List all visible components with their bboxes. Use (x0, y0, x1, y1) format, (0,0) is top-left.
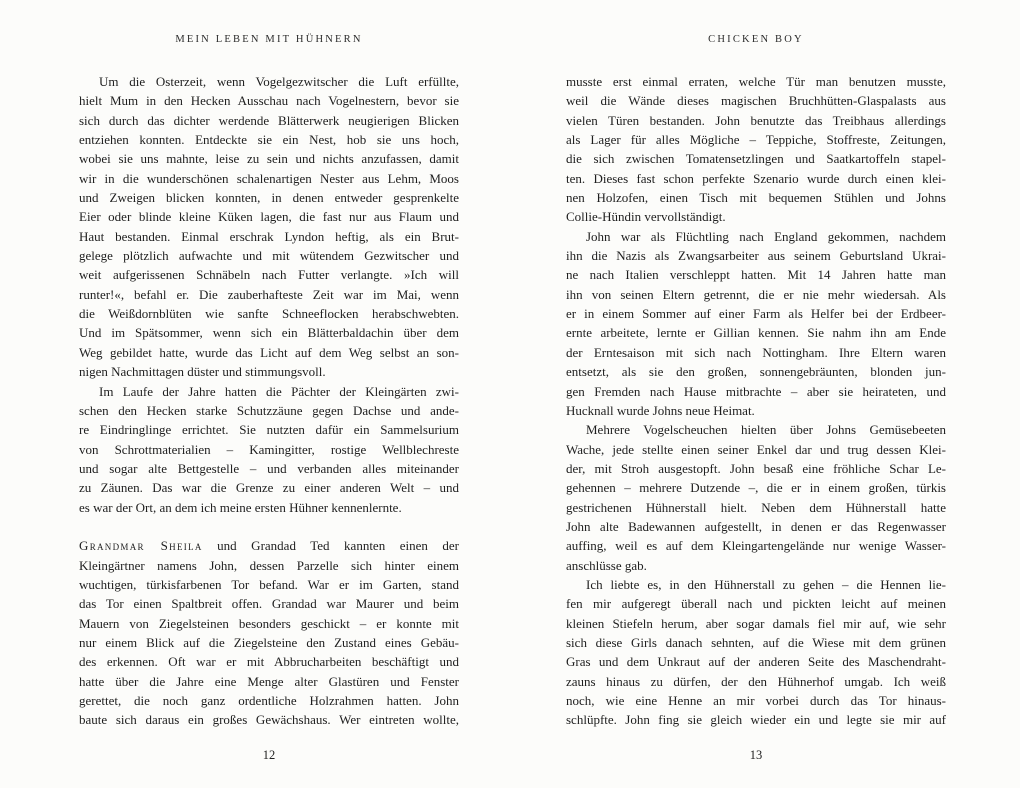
text-line: von Schrottmaterialien – Kamingitter, rostige Wellblechreste (79, 441, 459, 457)
paragraph (566, 420, 946, 575)
text-line: Kleingärtner namens John, dessen Parzelle sich hinter einem (79, 557, 459, 573)
text-line: der, mit Stroh ausgestopft. John besaß eine fröhliche Schar Le- (566, 460, 946, 476)
text-block-right (566, 72, 946, 730)
text-line: Grandmar Sheila und Grandad Ted kannten einen der (79, 538, 459, 554)
smallcaps-lead: Grandmar Sheila (79, 538, 203, 554)
text-line: Im Laufe der Jahre hatten die Pächter der Kleingärten zwi- (99, 383, 459, 399)
text-line: des erkennen. Oft war er mit Abbrucharbeiten beschäftigt und (79, 654, 459, 670)
text-line: ihn die Nazis als Zwangsarbeiter aus seinem Geburtsland Ukrai- (566, 248, 946, 264)
text-line: hatte über die Jahre eine Menge alter Glastüren und Fenster (79, 673, 459, 689)
text-line: gerettet, die noch ganz ordentliche Holzrahmen hatten. John (79, 693, 459, 708)
text-line: Mauern von Ziegelsteinen besonders geschickt – er konnte mit (79, 615, 459, 631)
paragraph (79, 536, 459, 729)
running-head-left: MEIN LEBEN MIT HÜHNERN (175, 34, 363, 45)
text-line: Haut bestanden. Einmal erschrak Lyndon heftig, als ein Brut- (79, 228, 459, 244)
text-line: ihn von seinen Eltern getrennt, die er nie mehr wiedersah. Als (566, 286, 946, 302)
text-line: nen Holzofen, einen Tisch mit bequemen Stühlen und Johns (566, 190, 946, 206)
text-line: vielen Türen bestanden. John benutzte das Treibhaus allerdings (566, 112, 946, 128)
text-line: auffing, weil es auf dem Kleingartengelände nur wenige Wasser- (566, 538, 946, 554)
text-line: wir in die wunderschönen schalenartigen Nester aus Lehm, Moos (79, 170, 459, 186)
paragraph (79, 382, 459, 517)
text-line: es war der Ort, an dem ich meine ersten Hühner kennenlernte. (79, 499, 402, 515)
text-line: das Tor einen Spaltbreit offen. Grandad war Maurer und beim (79, 596, 459, 612)
text-line: ernte arbeitete, lernte er Gillian kennen. Sie nahm ihn am Ende (566, 325, 946, 341)
text-line: entsetzt, als sie den großen, sonnengebräunten, blonden jun- (566, 364, 946, 380)
text-line: wuchtigen, türkisfarbenen Tor befand. War er im Garten, stand (79, 576, 459, 592)
text-line: gestrichenen Hühnerstall hielt. Neben dem Hühnerstall hatte (566, 499, 946, 515)
text-line: Weg gebildet hatte, wurde das Licht auf dem Weg selbst an son- (79, 344, 459, 360)
text-line: kleinen Stiefeln herum, aber sogar damals fiel mir auf, wie sehr (566, 615, 946, 631)
text-line: die sich zwischen Tomatensetzlingen und Saatkartoffeln stapel- (566, 151, 946, 167)
running-head-right: CHICKEN BOY (708, 34, 804, 45)
page-left (79, 0, 459, 788)
text-line: und Zweigen blicken konnten, in denen entweder gesprenkelte (79, 190, 459, 206)
text-line: ten. Dieses fast schon perfekte Szenario wurde durch einen klei- (566, 170, 946, 186)
text-line: die Weißdornblüten wie sanfte Schneeflocken herabschwebten. (79, 306, 459, 322)
text-line: weit aufgerissenen Schnäbeln nach Futter verlangte. »Ich will (79, 267, 459, 283)
text-line: zu Zäunen. Das war die Grenze zu einer anderen Welt – und (79, 480, 459, 496)
text-line: hielt Mum in den Hecken Ausschau nach Vogelnestern, bevor sie (79, 93, 459, 109)
page-right (566, 0, 946, 788)
text-line: sich diese Girls danach sehnten, auf die Wiese mit dem grünen (566, 634, 946, 650)
text-line: ne nach Italien verschleppt hatten. Mit 14 Jahren hatte man (566, 267, 946, 283)
page-number-right: 13 (749, 748, 763, 762)
text-line: er in einem Sommer auf einer Farm als Helfer bei der Erdbeer- (566, 306, 946, 322)
text-line: entziehen konnten. Entdeckte sie ein Nest, hob sie uns hoch, (79, 132, 459, 148)
text-line: Hucknall wurde Johns neue Heimat. (566, 402, 755, 418)
text-line: sich durch das dichter werdende Blätterwerk neugierigen Blicken (79, 112, 459, 128)
text-line: der Erntesaison mit sich nach Nottingham. Ihre Eltern waren (566, 344, 946, 360)
text-block-left (79, 72, 459, 730)
text-line: zauns hinaus zu dürfen, der den Hühnerhof umgab. Ich weiß (566, 673, 946, 689)
text-line: wobei sie uns mahnte, leise zu sein und nichts anzufassen, damit (79, 151, 459, 167)
text-line: re Eindringlinge errichtet. Sie nutzten dafür ein Sammelsurium (79, 422, 459, 438)
text-line: Gras und dem Unkraut auf der anderen Seite des Maschendraht- (566, 654, 946, 670)
text-line: musste erst einmal erraten, welche Tür man benutzen musste, (566, 74, 946, 89)
text-line: gelege plötzlich aufwachte und mit wütendem Gezwitscher und (79, 248, 459, 264)
text-line: anschlüsse gab. (566, 557, 647, 573)
text-line: Mehrere Vogelscheuchen hielten über Johns Gemüsebeeten (586, 422, 946, 438)
text-line: Und im Spätsommer, wenn sich ein Blätterbaldachin über dem (79, 325, 459, 341)
text-line: Collie-Hündin vervollständigt. (566, 209, 726, 225)
text-line: weil die Wände dieses magischen Bruchhütten-Glaspalasts aus (566, 93, 946, 109)
paragraph (566, 575, 946, 730)
paragraph (566, 227, 946, 420)
text-line: nigen Nachmittagen düster und stimmungsvoll. (79, 364, 326, 380)
text-line: John alte Badewannen aufgestellt, in denen er das Regenwasser (566, 518, 946, 534)
text-line: Um die Osterzeit, wenn Vogelgezwitscher die Luft erfüllte, (99, 74, 459, 89)
text-line: schen den Hecken starke Schutzzäune gegen Dachse und ande- (79, 402, 459, 418)
text-line: Wache, jede stellte einen seiner Enkel dar und trug dessen Klei- (566, 441, 946, 457)
text-line: noch, wie eine Henne an mir vorbei durch das Tor hinaus- (566, 693, 946, 708)
text-line: Ich liebte es, in den Hühnerstall zu gehen – die Hennen lie- (586, 576, 946, 592)
text-line: Eier oder blinde kleine Küken lagen, die fast nur aus Flaum und (79, 209, 459, 225)
text-line: als Lager für alles Mögliche – Teppiche, Stoffreste, Zeitungen, (566, 132, 946, 148)
page-number-left: 12 (262, 748, 276, 762)
text-line: runter!«, befahl er. Die zauberhafteste Zeit war im Mai, wenn (79, 286, 459, 302)
text-line: baute sich daraus ein großes Gewächshaus. Wer eintreten wollte, (79, 712, 459, 728)
text-line: fen mir aufgeregt überall nach und pickten leicht auf meinen (566, 596, 946, 612)
text-line: gehennen – mehrere Dutzende –, die er in einem großen, türkis (566, 480, 946, 496)
paragraph (79, 72, 459, 382)
text-line: gen Fremden nach Hause mitbrachte – aber sie heirateten, und (566, 383, 946, 399)
text-line: schlüpfte. John fing sie gleich wieder ein und legte sie mir auf (566, 712, 946, 728)
paragraph (566, 72, 946, 227)
text-line: John war als Flüchtling nach England gekommen, nachdem (586, 228, 946, 244)
text-line: und sogar alte Bettgestelle – und verbanden alles miteinander (79, 460, 459, 476)
text-line: nur einem Blick auf die Ziegelsteine den Zustand eines Gebäu- (79, 634, 459, 650)
